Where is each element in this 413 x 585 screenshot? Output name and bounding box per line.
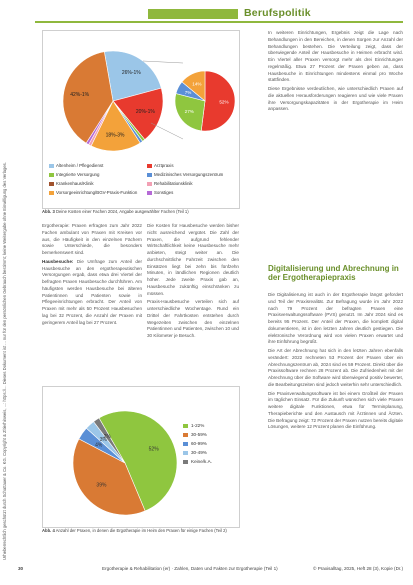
legend-item [183,459,212,468]
slice-label: 4% [95,442,103,449]
figure-2-caption [42,528,238,533]
paragraph: Ergotherapie: Praxen erfragten zum Jahr 2022 Fachen ambulant von Praxen mit Kreisen vor aus, die Häufigkeit in den einzelnen Fächern sowie Unterschiede, die besonders bemerkenswert sind. [42,223,142,255]
legend-item [49,163,103,168]
text-column-1 [42,223,142,328]
legend-swatch [49,164,54,168]
slice-label: 39% [96,482,107,489]
paragraph: In weiteren Einrichtungen, Ergebnis zeigt die Lage nach Behandlungen in den Bereichen, in denen Sorgen zur Anzahl der Behandlungen bestehen. Die Verteilung zeigt, dass der überwiegende Anteil der Hausbesuche in Heimen erbracht wird. Ein Viertel aller Praxen versorgt mehr als drei Einrichtungen regelmäßig. Etwa 27 Prozent der Praxen geben an, dass Hausbesuche in Einrichtungen mindestens einmal pro Woche stattfinden. [268,30,403,83]
legend-swatch [49,182,54,186]
copyright-side-text: Urheberrechtlich geschützt durch Schattauer & Co. KG. Copyright & Zitierhinweis, ...: https://... Dieses Dokument ist ... nur für den persönlichen Gebrauch bestimmt; keine Weitergabe ohne Einwilligung des Verlages. [2,162,7,560]
figure-1-caption [42,209,238,214]
figure-2-caption-label: Abb. 4 [42,528,55,533]
connector-line [143,61,183,63]
paragraph [42,259,142,327]
legend-label: Krankenhaus/Klinik [56,181,94,186]
slice-label: 52% [148,446,159,453]
legend-label: Arztpraxis [154,163,174,168]
section-title: Berufspolitik [244,7,311,19]
legend-label: Integrierte Versorgung [56,172,100,177]
legend-item [49,172,99,177]
slice-label: 2% [103,434,111,441]
text-column-2 [147,223,239,342]
header-color-bar [148,9,238,19]
legend-swatch [183,442,188,446]
legend-swatch [49,173,54,177]
legend-swatch [147,173,152,177]
header [0,0,413,22]
figure-1-caption-label: Abb. 3 [42,209,55,214]
legend-item [183,423,212,432]
section-heading: Digitalisierung und Abrechnung in der Ergotherapiepraxis [268,264,399,282]
legend-item [49,181,94,186]
slice-label: 7% [184,89,192,95]
paragraph: Diese Ergebnisse verdeutlichen, wie unterschiedlich Praxen auf die aktuellen Herausforderungen reagieren und wie viele Praxen ihre Versorgungskapazitäten in der Ergotherapie im Heim anpassen. [268,86,403,112]
slice-label: 26%-1% [121,70,141,77]
legend-swatch [183,451,188,455]
legend-label: Rehabilitationsklinik [154,181,193,186]
header-rule [35,21,403,23]
legend-label: Keine/k.A. [191,459,212,464]
legend-item [183,441,212,450]
text-column-3-bottom [268,292,403,433]
pie-slice [201,71,235,131]
slice-label: 14% [192,81,202,87]
paragraph-text: Die Umfrage zum Anteil der Hausbesuche an den ergotherapeutischen Versorgungen ergab, dass etwa drei Viertel der befragten Praxen Hausbesuche durchführen. Am häufigsten werden Hausbesuche bei älteren Patientinnen und Patienten sowie in Pflegeeinrichtungen erbracht. Der Anteil von Praxen mit mehr als 50 Prozent Hausbesuchen lag bei 32 Prozent, die Anzahl der Praxen mit geringerem Anteil lag bei 27 Prozent. [42,258,143,325]
legend-label: 30-49% [191,450,207,455]
footer-journal: © Praxisalltag, 2025, Heft 28 (3), Kopie (Dr.) [313,566,403,571]
legend-item [49,190,137,195]
figure-1-caption-text: Deine Kosten einer Fachen 2024, Angabe ausgewählter Fachen (Teil 1) [55,209,189,214]
legend-swatch [49,191,54,195]
legend-swatch [147,164,152,168]
figure-2-legend [183,423,212,468]
paragraph: Die Kosten für Hausbesuche werden bisher nicht ausreichend vergütet. Die Zahl der Praxen, die aufgrund fehlender Wirtschaftlichkeit keine Hausbesuche mehr anbieten, steigt weiter an. Die durchschnittliche Fahrzeit zwischen den Einsätzen liegt bei zehn bis fünfzehn Minuten, in ländlichen Regionen deutlich höher. Jede zweite Praxis gab an, Hausbesuche zukünftig einschränken zu müssen. [147,223,239,296]
legend-label: 30-59% [191,432,207,437]
legend-swatch [147,182,152,186]
legend-item [147,190,173,195]
paragraph: Die Art der Abrechnung hat sich in den letzten Jahren ebenfalls verändert: 2022 rechneten 53 Prozent der Praxen über ein Abrechnungszentrum ab, 2024 sind es 59 Prozent. Direkt über die Praxissoftware rechnen 28 Prozent ab. Die Zufriedenheit mit der Abrechnung über die Software wird überwiegend positiv bewertet, die Bearbeitungszeiten sind jedoch weiterhin sehr unterschiedlich. [268,348,403,387]
legend-label: Sonstiges [154,190,174,195]
legend-label: 1-22% [191,423,205,428]
legend-item [147,172,223,177]
slice-label: 42%-1% [70,92,90,99]
legend-item [183,450,212,459]
paragraph: Die Digitalisierung ist auch in der Ergotherapie längst gefordert und Teil der Praxisrealität. Zur Befragung wurde im Jahr 2022 nach 79 Prozent der befragten Praxen eine Praxisverwaltungssoftware (PVS) genutzt. Im Jahr 2024 sind es bereits 95 Prozent. Der Anteil der Praxen, die komplett digital dokumentieren, ist in den letzten Jahren deutlich gestiegen. Die elektronische Verordnung wird von vielen Praxen erwartet und ihre Einführung begrüßt. [268,292,403,345]
footer-source: Ergotherapie & Rehabilitation (er) · Zahlen, Daten und Fakten zur Ergotherapie (Teil 1) [102,566,278,571]
figure-2 [42,386,240,528]
legend-label: Vorsorgeeinrichtung/BGV-Praxis-Funktion [56,190,138,195]
legend-item [147,181,193,186]
slice-label: 52% [219,99,229,105]
legend-item [183,432,212,441]
legend-swatch [183,433,188,437]
paragraph: Praxis-Hausbesuche verteilen sich auf unterschiedliche Wochentage. Rund ein Drittel der Fahrtkosten entstehen durch Wegezeiten zwischen den einzelnen Patientinnen und Patienten, zwischen 10 und 30 Kilometer je Besuch. [147,299,239,338]
paragraph-lead: Hausbesuche: [42,258,74,264]
text-column-3-top [268,30,403,115]
legend-swatch [183,460,188,464]
legend-swatch [147,191,152,195]
legend-label: Medizinisches Versorgungszentrum [154,172,224,177]
slice-label: 3% [99,437,107,444]
slice-label: 27% [184,109,194,115]
legend-label: Altenheim / Pflegedienst [56,163,104,168]
page-number: 30 [18,566,24,571]
slice-label: 18%-3% [105,132,125,139]
legend-label: 60-99% [191,441,207,446]
legend-item [147,163,174,168]
connector-line [151,123,183,139]
slice-label: 20%-1% [135,109,155,116]
legend-swatch [183,424,188,428]
figure-1 [42,30,240,209]
figure-2-caption-text: Anzahl der Praxen, in denen die Ergotherapie im Heim den Praxen für einige Fachen (Teil 2) [55,528,227,533]
paragraph: Die Praxisverwaltungssoftware ist bei einem Großteil der Praxen im täglichen Einsatz. Für die Zukunft wünschen sich viele Praxen weitere digitale Funktionen, etwa für Terminplanung, Therapieberichte und den Austausch mit Ärztinnen und Ärzten. Die Befragung zeigt: 72 Prozent der Praxen nutzen bereits digitale Lösungen, weitere 12 Prozent planen die Einführung. [268,390,403,430]
